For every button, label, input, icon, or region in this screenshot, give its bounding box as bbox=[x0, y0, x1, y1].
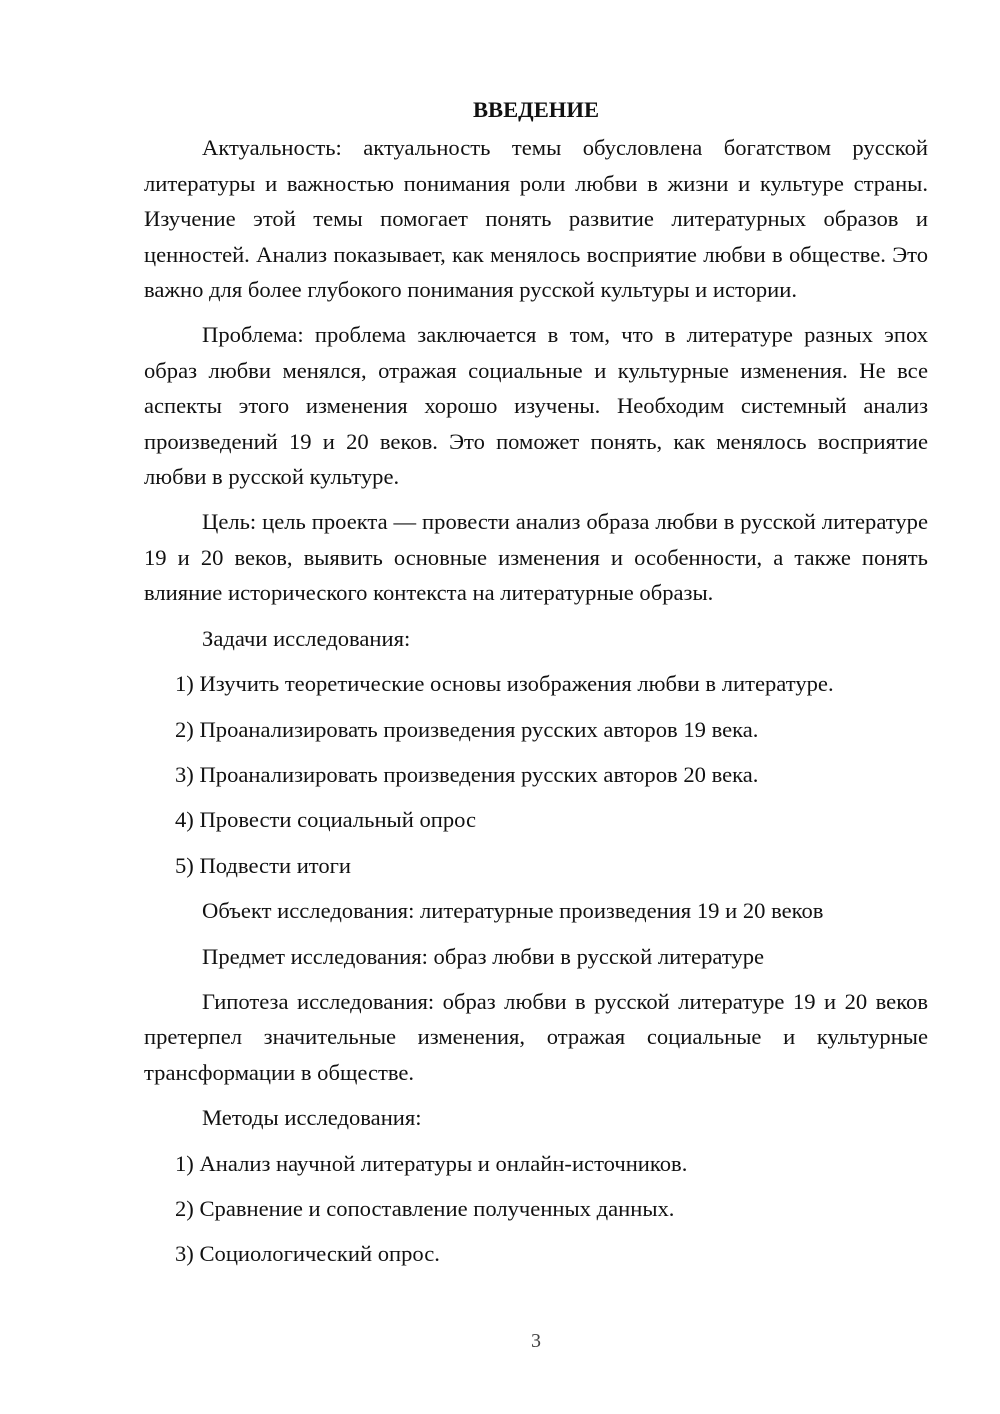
page-title: ВВЕДЕНИЕ bbox=[472, 97, 600, 122]
task-item: 5) Подвести итоги bbox=[175, 852, 352, 878]
task-item: 3) Проанализировать произведения русских авторов 20 века. bbox=[175, 761, 759, 787]
document-page bbox=[144, 92, 928, 1282]
hypothesis-paragraph: Гипотеза исследования: образ любви в русской литературе 19 и 20 веков претерпел значительные изменения, отражая социальные и культурные трансформации в обществе. bbox=[144, 988, 928, 1085]
page-number: 3 bbox=[531, 1330, 541, 1352]
methods-heading: Методы исследования: bbox=[202, 1105, 422, 1131]
task-item: 4) Провести социальный опрос bbox=[175, 807, 477, 833]
method-item: 3) Социологический опрос. bbox=[175, 1241, 440, 1267]
tasks-heading: Задачи исследования: bbox=[202, 625, 411, 651]
research-subject: Предмет исследования: образ любви в русской литературе bbox=[202, 943, 765, 969]
method-item: 1) Анализ научной литературы и онлайн-источников. bbox=[175, 1150, 688, 1176]
task-item: 2) Проанализировать произведения русских авторов 19 века. bbox=[175, 716, 759, 742]
goal-paragraph: Цель: цель проекта — провести анализ образа любви в русской литературе 19 и 20 веков, выявить основные изменения и особенности, а также понять влияние исторического контекста на литературные образы. bbox=[144, 509, 928, 606]
problem-paragraph: Проблема: проблема заключается в том, что в литературе разных эпох образ любви менялся, отражая социальные и культурные изменения. Не все аспекты этого изменения хорошо изучены. Необходим системный анализ произведений 19 и 20 веков. Это поможет понять, как менялось восприятие любви в русской культуре. bbox=[144, 322, 928, 490]
task-item: 1) Изучить теоретические основы изображения любви в литературе. bbox=[175, 671, 834, 697]
method-item: 2) Сравнение и сопоставление полученных данных. bbox=[175, 1195, 675, 1221]
actuality-paragraph: Актуальность: актуальность темы обусловлена богатством русской литературы и важностью понимания роли любви в жизни и культуре страны. Изучение этой темы помогает понять развитие литературных образов и ценностей. Анализ показывает, как менялось восприятие любви в обществе. Это важно для более глубокого понимания русской культуры и истории. bbox=[144, 135, 928, 303]
research-object: Объект исследования: литературные произведения 19 и 20 веков bbox=[202, 898, 824, 924]
